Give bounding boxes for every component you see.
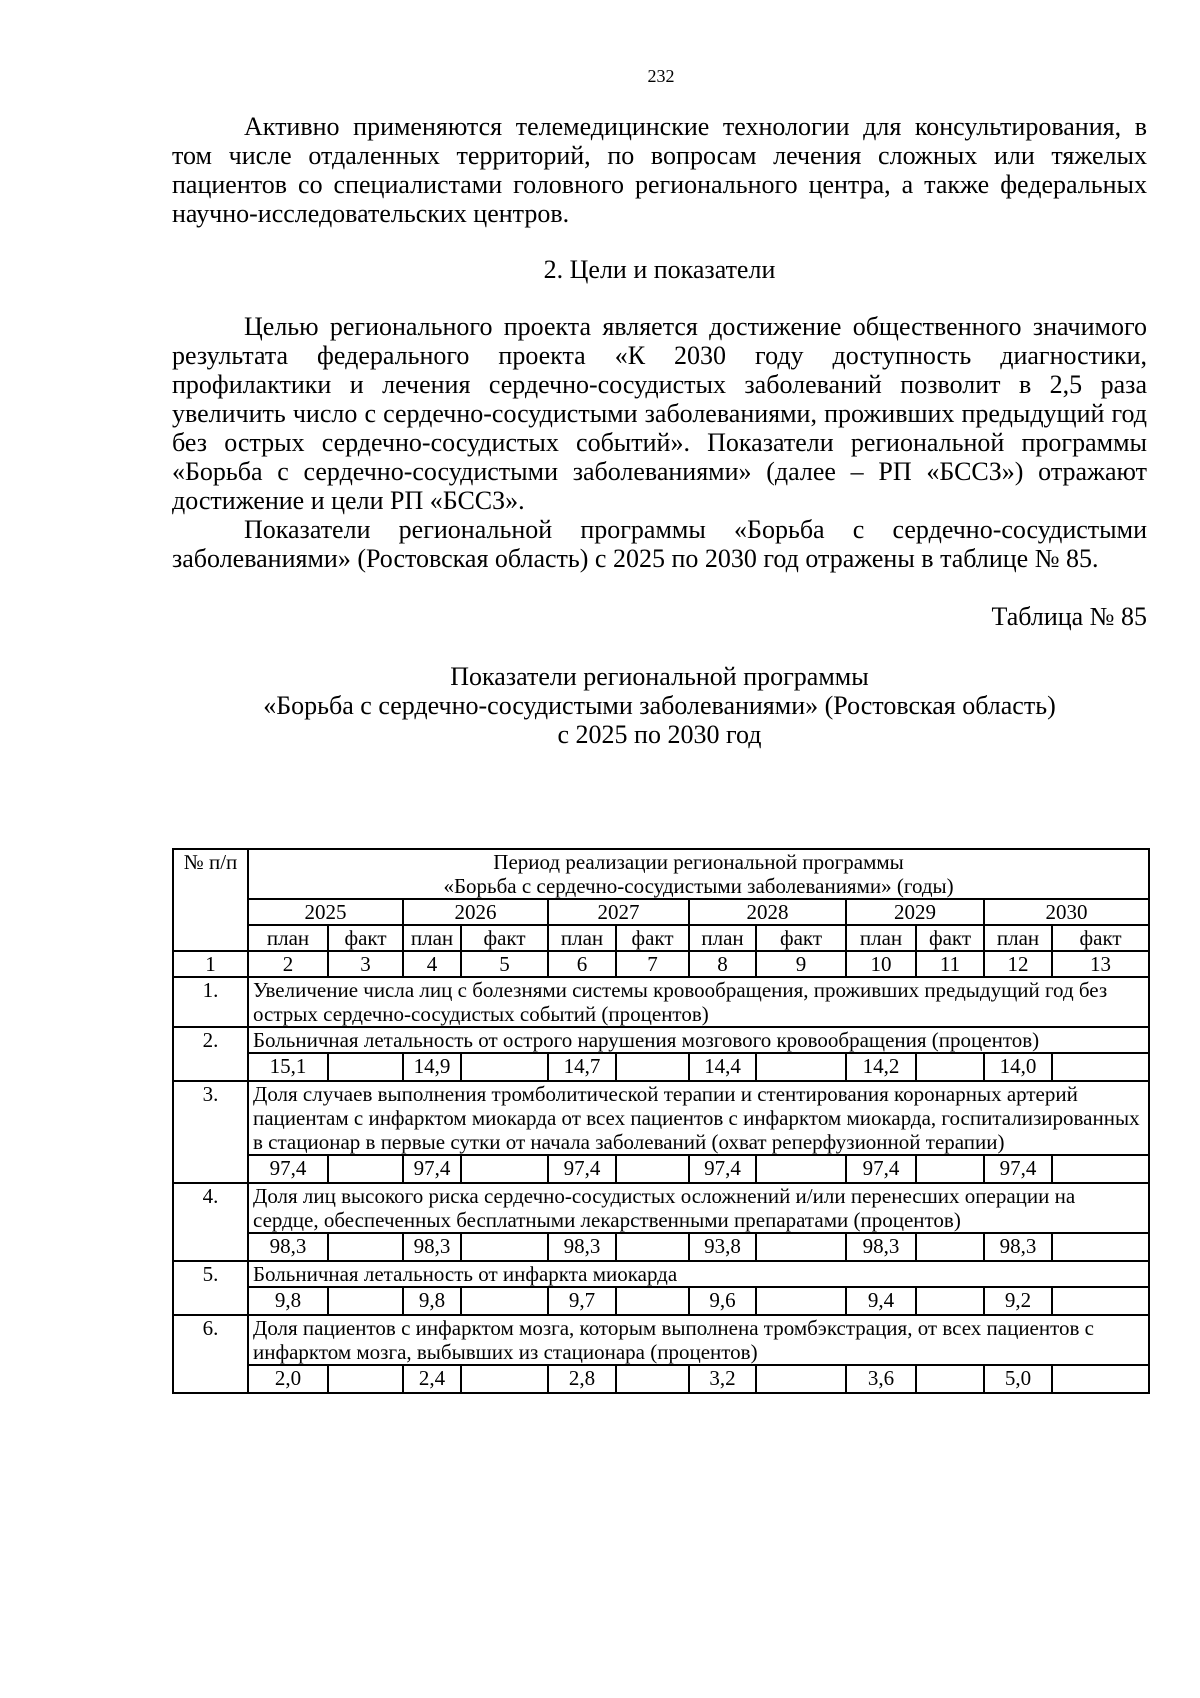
header-plan: план xyxy=(548,925,616,951)
plan-2025: 97,4 xyxy=(248,1155,328,1183)
fact-2026 xyxy=(461,1155,548,1183)
header-plan: план xyxy=(248,925,328,951)
paragraph-indicators: Показатели региональной программы «Борьба с сердечно-сосудистыми заболеваниями» (Ростовская область) с 2025 по 2030 год отражены в таблице № 85. xyxy=(172,515,1147,573)
header-plan: план xyxy=(984,925,1052,951)
plan-2026: 98,3 xyxy=(403,1233,461,1261)
plan-2025: 15,1 xyxy=(248,1053,328,1081)
fact-2028 xyxy=(756,1287,846,1315)
row-description: Увеличение числа лиц с болезнями системы кровообращения, проживших предыдущий год без острых сердечно-сосудистых событий (процентов) xyxy=(248,977,1149,1027)
column-number: 5 xyxy=(461,951,548,977)
table-row-values xyxy=(173,1053,1149,1081)
row-number: 6. xyxy=(173,1315,248,1393)
fact-2030 xyxy=(1052,1233,1149,1261)
table-title-line-1: Показатели региональной программы xyxy=(450,662,869,691)
plan-2029: 97,4 xyxy=(846,1155,916,1183)
header-fact: факт xyxy=(328,925,403,951)
header-plan: план xyxy=(689,925,756,951)
header-year: 2025 xyxy=(248,899,403,925)
fact-2026 xyxy=(461,1053,548,1081)
paragraph-telemedicine: Активно применяются телемедицинские технологии для консультирования, в том числе отдаленных территорий, по вопросам лечения сложных или тяжелых пациентов со специалистами головного регионального центра, а также федеральных научно-исследовательских центров. xyxy=(172,112,1147,228)
plan-2028: 3,2 xyxy=(689,1365,756,1393)
table-row-values xyxy=(173,1365,1149,1393)
table-row-values xyxy=(173,1155,1149,1183)
plan-2028: 93,8 xyxy=(689,1233,756,1261)
table-title xyxy=(172,662,1147,749)
plan-2030: 98,3 xyxy=(984,1233,1052,1261)
page-number: 232 xyxy=(647,66,675,86)
header-period xyxy=(248,849,1149,899)
fact-2029 xyxy=(916,1365,984,1393)
plan-2027: 98,3 xyxy=(548,1233,616,1261)
paragraph-goal: Целью регионального проекта является достижение общественного значимого результата федерального проекта «К 2030 году доступность диагностики, профилактики и лечения сердечно-сосудистых заболеваний позволит в 2,5 раза увеличить число с сердечно-сосудистыми заболеваниями, проживших предыдущий год без острых сердечно-сосудистых событий». Показатели региональной программы «Борьба с сердечно-сосудистыми заболеваниями» (далее – РП «БССЗ») отражают достижение и цели РП «БССЗ». xyxy=(172,312,1147,515)
column-number: 8 xyxy=(689,951,756,977)
column-number: 7 xyxy=(616,951,689,977)
header-fact: факт xyxy=(616,925,689,951)
plan-2029: 14,2 xyxy=(846,1053,916,1081)
plan-2029: 3,6 xyxy=(846,1365,916,1393)
fact-2025 xyxy=(328,1155,403,1183)
fact-2026 xyxy=(461,1233,548,1261)
plan-2025: 98,3 xyxy=(248,1233,328,1261)
plan-2027: 14,7 xyxy=(548,1053,616,1081)
column-number: 3 xyxy=(328,951,403,977)
row-description: Доля пациентов с инфарктом мозга, которым выполнена тромбэкстрация, от всех пациентов с инфарктом мозга, выбывших из стационара (процентов) xyxy=(248,1315,1149,1365)
table-number: Таблица № 85 xyxy=(991,602,1147,631)
header-num xyxy=(173,849,248,951)
row-number: 2. xyxy=(173,1027,248,1081)
table-row-values xyxy=(173,1287,1149,1315)
fact-2029 xyxy=(916,1053,984,1081)
fact-2029 xyxy=(916,1233,984,1261)
table-row xyxy=(173,1081,1149,1155)
fact-2025 xyxy=(328,1287,403,1315)
fact-2030 xyxy=(1052,1365,1149,1393)
header-fact: факт xyxy=(461,925,548,951)
fact-2027 xyxy=(616,1053,689,1081)
table-row xyxy=(173,977,1149,1027)
fact-2028 xyxy=(756,1233,846,1261)
fact-2027 xyxy=(616,1233,689,1261)
fact-2027 xyxy=(616,1155,689,1183)
header-period-line-2: «Борьба с сердечно-сосудистыми заболеваниями» (годы) xyxy=(443,874,954,898)
fact-2030 xyxy=(1052,1155,1149,1183)
plan-2026: 97,4 xyxy=(403,1155,461,1183)
plan-2028: 14,4 xyxy=(689,1053,756,1081)
plan-2029: 98,3 xyxy=(846,1233,916,1261)
column-number: 1 xyxy=(173,951,248,977)
fact-2025 xyxy=(328,1053,403,1081)
plan-2027: 97,4 xyxy=(548,1155,616,1183)
row-number: 5. xyxy=(173,1261,248,1315)
fact-2027 xyxy=(616,1365,689,1393)
plan-2026: 2,4 xyxy=(403,1365,461,1393)
section-heading: 2. Цели и показатели xyxy=(543,255,776,284)
fact-2026 xyxy=(461,1287,548,1315)
header-year: 2030 xyxy=(984,899,1149,925)
table-title-line-3: с 2025 по 2030 год xyxy=(557,720,762,749)
plan-2028: 9,6 xyxy=(689,1287,756,1315)
header-fact: факт xyxy=(916,925,984,951)
fact-2027 xyxy=(616,1287,689,1315)
column-number: 2 xyxy=(248,951,328,977)
fact-2028 xyxy=(756,1365,846,1393)
column-number: 12 xyxy=(984,951,1052,977)
fact-2025 xyxy=(328,1365,403,1393)
column-number: 4 xyxy=(403,951,461,977)
header-year: 2026 xyxy=(403,899,548,925)
fact-2030 xyxy=(1052,1053,1149,1081)
header-plan: план xyxy=(403,925,461,951)
plan-2026: 9,8 xyxy=(403,1287,461,1315)
row-description: Больничная летальность от острого нарушения мозгового кровообращения (процентов) xyxy=(248,1027,1149,1053)
table-row xyxy=(173,1315,1149,1365)
table-row-values xyxy=(173,1233,1149,1261)
plan-2030: 9,2 xyxy=(984,1287,1052,1315)
plan-2025: 2,0 xyxy=(248,1365,328,1393)
plan-2029: 9,4 xyxy=(846,1287,916,1315)
table-title-line-2: «Борьба с сердечно-сосудистыми заболеваниями» (Ростовская область) xyxy=(263,691,1056,720)
plan-2030: 14,0 xyxy=(984,1053,1052,1081)
plan-2030: 5,0 xyxy=(984,1365,1052,1393)
row-number: 1. xyxy=(173,977,248,1027)
header-fact: факт xyxy=(756,925,846,951)
fact-2029 xyxy=(916,1287,984,1315)
table-row xyxy=(173,1183,1149,1233)
column-number: 13 xyxy=(1052,951,1149,977)
column-number: 10 xyxy=(846,951,916,977)
plan-2030: 97,4 xyxy=(984,1155,1052,1183)
table-row xyxy=(173,1027,1149,1053)
plan-2025: 9,8 xyxy=(248,1287,328,1315)
header-period-line-1: Период реализации региональной программы xyxy=(493,850,904,874)
header-fact: факт xyxy=(1052,925,1149,951)
column-number: 9 xyxy=(756,951,846,977)
fact-2030 xyxy=(1052,1287,1149,1315)
plan-2027: 2,8 xyxy=(548,1365,616,1393)
document-body xyxy=(172,112,1147,749)
fact-2028 xyxy=(756,1053,846,1081)
row-description: Доля случаев выполнения тромболитической терапии и стентирования коронарных артерий пациентам с инфарктом миокарда от всех пациентов с инфарктом миокарда, госпитализированных в стационар в первые сутки от начала заболеваний (охват реперфузионной терапии) xyxy=(248,1081,1149,1155)
table-row xyxy=(173,1261,1149,1287)
column-number: 11 xyxy=(916,951,984,977)
fact-2029 xyxy=(916,1155,984,1183)
plan-2028: 97,4 xyxy=(689,1155,756,1183)
header-year: 2028 xyxy=(689,899,846,925)
header-num-label: № п/п xyxy=(183,850,238,874)
plan-2026: 14,9 xyxy=(403,1053,461,1081)
row-number: 3. xyxy=(173,1081,248,1183)
fact-2026 xyxy=(461,1365,548,1393)
indicators-table xyxy=(172,848,1150,1394)
header-year: 2027 xyxy=(548,899,689,925)
column-number: 6 xyxy=(548,951,616,977)
header-plan: план xyxy=(846,925,916,951)
fact-2025 xyxy=(328,1233,403,1261)
plan-2027: 9,7 xyxy=(548,1287,616,1315)
row-description: Больничная летальность от инфаркта миокарда xyxy=(248,1261,1149,1287)
row-number: 4. xyxy=(173,1183,248,1261)
row-description: Доля лиц высокого риска сердечно-сосудистых осложнений и/или перенесших операции на сердце, обеспеченных бесплатными лекарственными препаратами (процентов) xyxy=(248,1183,1149,1233)
fact-2028 xyxy=(756,1155,846,1183)
header-year: 2029 xyxy=(846,899,984,925)
